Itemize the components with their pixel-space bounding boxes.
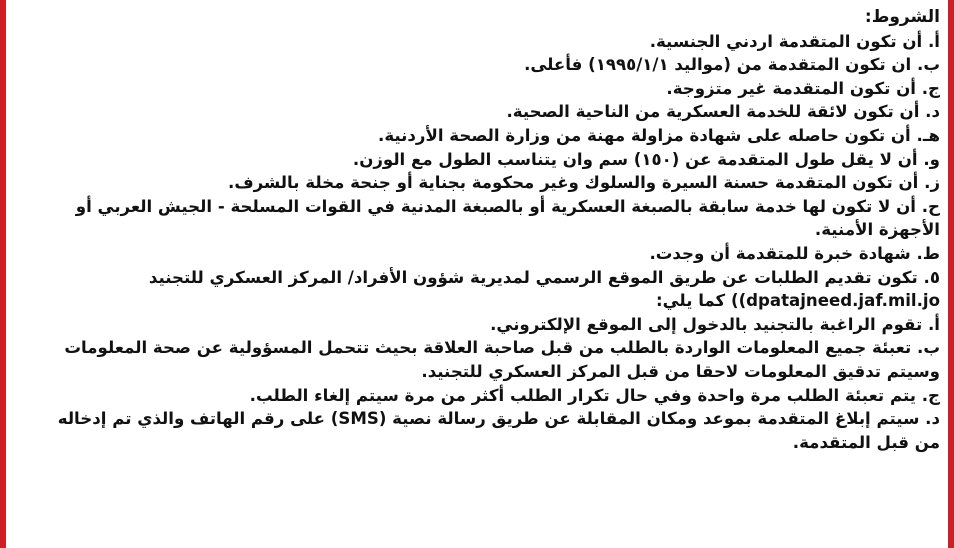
website-suffix: ) كما يلي: xyxy=(656,291,739,311)
condition-line: ٥. تكون تقديم الطلبات عن طريق الموقع الرسمي لمديرية شؤون الأفراد/ المركز العسكري للتجنيد xyxy=(148,267,940,287)
condition-line: ب. ان تكون المتقدمة من (مواليد ١٩٩٥/١/١) فأعلى. xyxy=(524,55,940,75)
website-line xyxy=(14,289,940,313)
conditions-heading: الشروط: xyxy=(864,7,940,27)
condition-line: ح. أن لا تكون لها خدمة سابقة بالصبغة العسكرية أو بالصبغة المدنية في القوات المسلحة - الجيش العربي أو xyxy=(75,196,940,216)
condition-line: أ. أن تكون المتقدمة اردني الجنسية. xyxy=(649,31,940,51)
procedure-line: أ. تقوم الراغبة بالتجنيد بالدخول إلى الموقع الإلكتروني. xyxy=(490,314,940,334)
procedure-line: د. سيتم إبلاغ المتقدمة بموعد ومكان المقابلة عن طريق رسالة نصية (SMS) على رقم الهاتف والذي تم إدخاله xyxy=(57,409,940,429)
procedure-line: ب. تعبئة جميع المعلومات الواردة بالطلب من قبل صاحبة العلاقة بحيث تتحمل المسؤولية عن صحة المعلومات xyxy=(64,338,940,358)
condition-line: ج. أن تكون المتقدمة غير متزوجة. xyxy=(666,78,940,98)
procedure-line: ج. يتم تعبئة الطلب مرة واحدة وفي حال تكرار الطلب أكثر من مرة سيتم إلغاء الطلب. xyxy=(249,385,940,405)
condition-line: د. أن تكون لائقة للخدمة العسكرية من الناحية الصحية. xyxy=(506,102,940,122)
conditions-text-block xyxy=(14,6,940,454)
procedure-line: وسيتم تدقيق المعلومات لاحقا من قبل المركز العسكري للتجنيد. xyxy=(421,361,940,381)
procedure-line: من قبل المتقدمة. xyxy=(792,432,940,452)
website-url: (dpatajneed.jaf.mil.jo xyxy=(738,291,940,311)
condition-line: الأجهزة الأمنية. xyxy=(814,220,940,240)
condition-line: هـ. أن تكون حاصله على شهادة مزاولة مهنة من وزارة الصحة الأردنية. xyxy=(378,125,940,145)
condition-line: و. أن لا يقل طول المتقدمة عن (١٥٠) سم وان يتناسب الطول مع الوزن. xyxy=(352,149,940,169)
condition-line: ز. أن تكون المتقدمة حسنة السيرة والسلوك وغير محكومة بجناية أو جنحة مخلة بالشرف. xyxy=(228,173,940,193)
condition-line: ط. شهادة خبرة للمتقدمة أن وجدت. xyxy=(649,243,940,263)
